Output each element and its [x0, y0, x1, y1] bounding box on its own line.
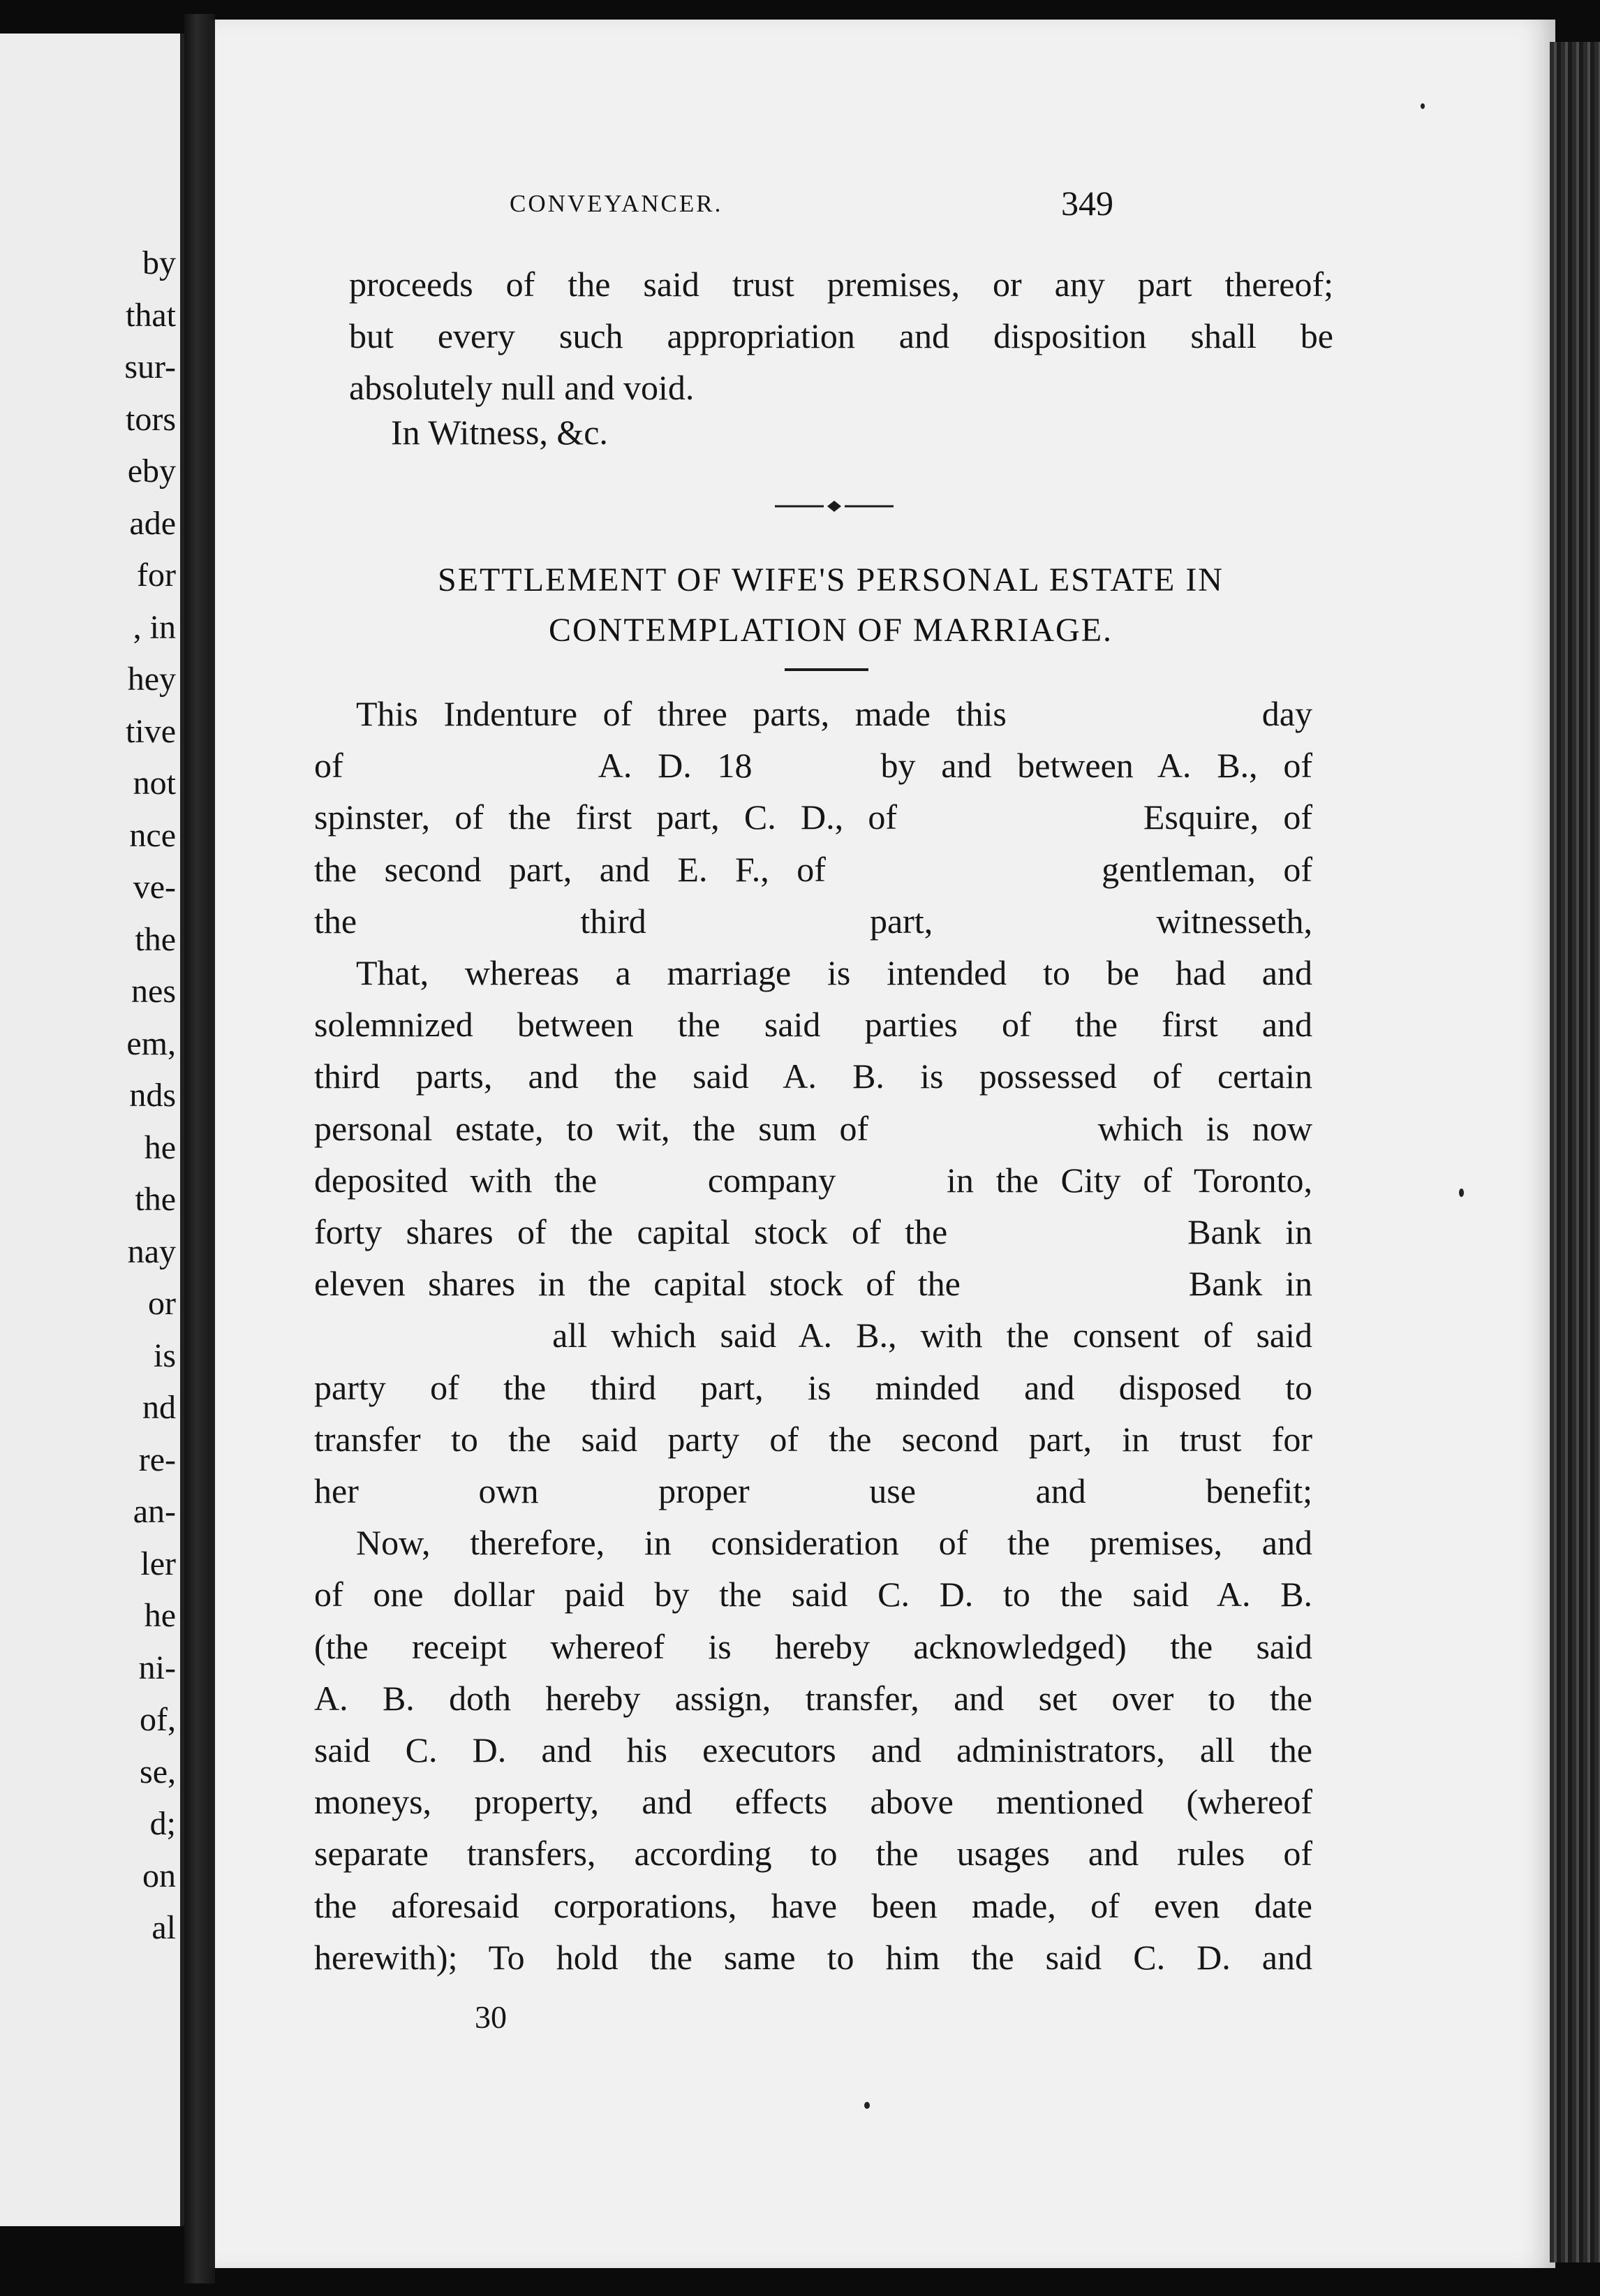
heading-line-1: SETTLEMENT OF WIFE'S PERSONAL ESTATE IN [438, 561, 1224, 598]
previous-page-line: on [142, 1857, 176, 1894]
previous-page-line: he [144, 1128, 176, 1166]
witness-clause: In Witness, &c. [391, 413, 608, 452]
speck [1421, 103, 1425, 109]
previous-page-line: tive [126, 712, 176, 750]
previous-page-line: ni- [138, 1649, 176, 1686]
body-text-line: eleven shares in the capital stock of the Bank in [314, 1264, 1312, 1304]
body-text-line: third parts, and the said A. B. is possessed of certain [314, 1057, 1312, 1096]
body-text-line: spinster, of the first part, C. D., of Esquire, of [314, 797, 1312, 837]
body-text-line: Now, therefore, in consideration of the premises, and [356, 1523, 1312, 1563]
previous-page-line: al [151, 1909, 176, 1946]
previous-page-line: se, [140, 1753, 176, 1790]
body-text-line: (the receipt whereof is hereby acknowledged) the said [314, 1626, 1312, 1666]
previous-page-line: nce [129, 816, 176, 854]
previous-page-line: , in [133, 608, 176, 646]
previous-page-line: nes [131, 973, 176, 1010]
body-text-line: herewith); To hold the same to him the said C. D. and [314, 1937, 1312, 1977]
running-head: CONVEYANCER. [510, 190, 723, 217]
previous-page-line: sur- [124, 348, 176, 385]
body-text-line: separate transfers, according to the usages and rules of [314, 1834, 1312, 1874]
previous-page-line: eby [127, 452, 176, 490]
previous-page-line: em, [126, 1024, 176, 1062]
body-text-line: said C. D. and his executors and administrators, all the [314, 1730, 1312, 1770]
body-text-line: party of the third part, is minded and disposed to [314, 1367, 1312, 1407]
previous-page-line: is [153, 1337, 176, 1374]
body-text-line: deposited with the company in the City of Toronto, [314, 1160, 1312, 1200]
body-text-line: the aforesaid corporations, have been made, of even date [314, 1885, 1312, 1925]
previous-page-line: hey [127, 661, 176, 698]
signature-mark: 30 [475, 1999, 507, 2035]
previous-page-line: ler [140, 1545, 176, 1582]
settlement-body [314, 688, 1312, 1983]
body-text-line: of one dollar paid by the said C. D. to the said A. B. [314, 1575, 1312, 1614]
previous-page-line: tors [126, 400, 176, 438]
speck [1459, 1189, 1464, 1197]
body-text-line: personal estate, to wit, the sum of which is now [314, 1108, 1312, 1148]
ornament-divider [775, 499, 894, 513]
body-text-line: That, whereas a marriage is intended to be had and [356, 953, 1312, 993]
previous-page-line: for [137, 557, 176, 594]
previous-page-line: of, [140, 1701, 176, 1738]
previous-page-line: or [148, 1285, 176, 1322]
speck [864, 2102, 870, 2109]
previous-page-text [124, 237, 176, 1955]
text-line: proceeds of the said trust premises, or any part thereof; [349, 265, 1333, 304]
previous-page-line: the [135, 920, 176, 958]
previous-page-line: he [144, 1597, 176, 1634]
previous-page-line: not [133, 765, 176, 802]
heading-rule [785, 668, 868, 671]
previous-page-line: the [135, 1181, 176, 1218]
body-text-line: moneys, property, and effects above mentioned (whereof [314, 1782, 1312, 1822]
text-line: absolutely null and void. [349, 368, 695, 407]
text-line: but every such appropriation and disposition shall be [349, 316, 1333, 355]
body-text-line: forty shares of the capital stock of the Bank in [314, 1212, 1312, 1252]
previous-page-line: that [126, 296, 176, 334]
previous-page-line: ve- [133, 869, 176, 906]
previous-page-line: d; [149, 1805, 176, 1842]
page-edges [1550, 42, 1600, 2262]
previous-page-line: by [142, 244, 176, 281]
body-text-line: solemnized between the said parties of the first and [314, 1005, 1312, 1045]
body-text-line: the second part, and E. F., of gentleman, of [314, 849, 1312, 889]
previous-page-line: nd [142, 1389, 176, 1426]
body-text-line: This Indenture of three parts, made this day [356, 694, 1312, 733]
body-text-line: A. B. doth hereby assign, transfer, and set over to the [314, 1678, 1312, 1718]
body-text-line: of A. D. 18 by and between A. B., of [314, 746, 1312, 786]
opening-paragraph [349, 258, 1333, 413]
body-text-line: all which said A. B., with the consent of said [314, 1316, 1312, 1355]
previous-page-line: ade [129, 504, 176, 542]
heading-line-2: CONTEMPLATION OF MARRIAGE. [548, 612, 1113, 649]
section-heading [335, 555, 1326, 656]
body-text-line: her own proper use and benefit; [314, 1471, 1312, 1511]
body-text-line: the third part, witnesseth, [314, 901, 1312, 941]
previous-page-line: nds [129, 1077, 176, 1114]
previous-page-fragment [0, 34, 184, 2226]
body-text-line: transfer to the said party of the second part, in trust for [314, 1419, 1312, 1459]
previous-page-line: re- [138, 1441, 176, 1478]
page-number: 349 [1061, 184, 1113, 223]
previous-page-line: nay [127, 1232, 176, 1270]
previous-page-line: an- [133, 1493, 176, 1530]
